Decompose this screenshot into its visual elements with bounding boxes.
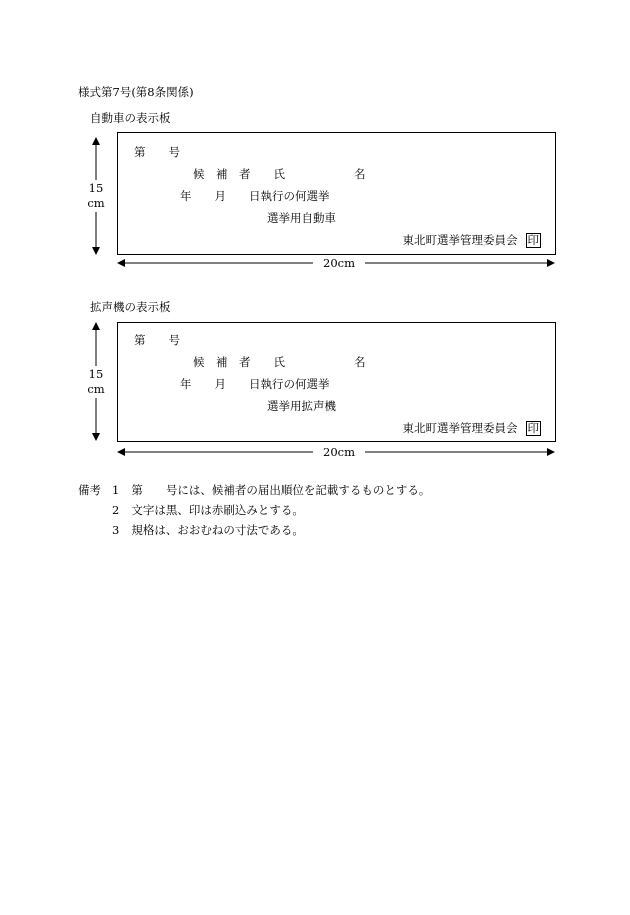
vehicle-label: 選挙用拡声機 <box>267 399 336 413</box>
speaker-panel-box <box>117 322 556 442</box>
committee-name: 東北町選挙管理委員会 <box>402 421 518 435</box>
speaker-height-label <box>86 367 106 397</box>
note-item <box>112 482 430 498</box>
note-item <box>112 502 304 518</box>
election-date-line: 年 月 日執行の何選挙 <box>180 189 330 203</box>
number-line: 第 号 <box>134 145 180 159</box>
height-value: 15 <box>88 181 104 195</box>
height-unit: cm <box>87 196 105 210</box>
car-panel-heading: 自動車の表示板 <box>90 111 171 125</box>
height-unit: cm <box>87 382 105 396</box>
note-number: 2 <box>112 503 120 517</box>
number-line: 第 号 <box>134 333 180 347</box>
car-width-label: 20cm <box>313 256 365 270</box>
note-text: 規格は、おおむねの寸法である。 <box>131 523 304 537</box>
committee-line <box>403 420 542 436</box>
note-number: 3 <box>112 523 120 537</box>
note-text: 第 号には、候補者の届出順位を記載するものとする。 <box>131 483 431 497</box>
height-value: 15 <box>88 367 104 381</box>
seal-mark: 印 <box>527 233 539 247</box>
committee-name: 東北町選挙管理委員会 <box>402 233 518 247</box>
vehicle-label: 選挙用自動車 <box>267 211 336 225</box>
speaker-panel-heading: 拡声機の表示板 <box>90 300 171 314</box>
notes-label: 備考 <box>78 483 101 497</box>
car-panel-box <box>117 132 556 255</box>
note-number: 1 <box>112 483 120 497</box>
candidate-line: 候 補 者 氏 名 <box>193 355 366 369</box>
speaker-width-label: 20cm <box>313 445 365 459</box>
seal-mark: 印 <box>527 421 539 435</box>
candidate-line: 候 補 者 氏 名 <box>193 167 366 181</box>
note-item <box>112 522 304 538</box>
car-height-label <box>86 181 106 211</box>
election-date-line: 年 月 日執行の何選挙 <box>180 377 330 391</box>
form-title: 様式第7号(第8条関係) <box>78 85 194 99</box>
note-text: 文字は黒、印は赤刷込みとする。 <box>131 503 304 517</box>
committee-line <box>403 232 542 248</box>
